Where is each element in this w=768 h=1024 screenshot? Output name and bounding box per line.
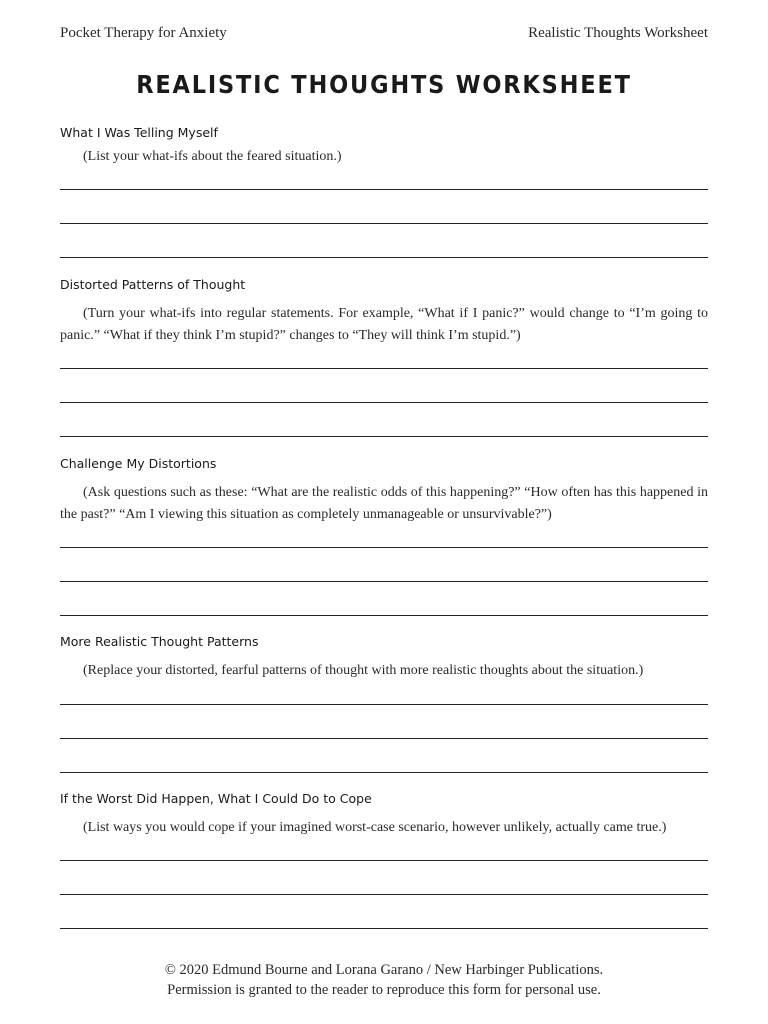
section-instruction: (List your what-ifs about the feared situation.): [83, 149, 342, 164]
writing-line[interactable]: [60, 436, 708, 437]
writing-line[interactable]: [60, 615, 708, 616]
writing-line[interactable]: [60, 223, 708, 224]
section-realistic-patterns: [60, 633, 708, 682]
writing-line[interactable]: [60, 704, 708, 705]
section-challenge-distortions: [60, 455, 708, 526]
writing-line[interactable]: [60, 581, 708, 582]
writing-line[interactable]: [60, 368, 708, 369]
writing-line[interactable]: [60, 402, 708, 403]
running-header: [60, 25, 708, 42]
section-telling-myself: [60, 124, 708, 168]
copyright-footer: [0, 960, 768, 1000]
writing-line[interactable]: [60, 547, 708, 548]
section-instruction: (Turn your what-ifs into regular statements. For example, “What if I panic?” would change to “I’m going to panic.” “What if they think I’m stupid?” changes to “They will think I’m stupid.”): [60, 306, 708, 343]
permission-line: Permission is granted to the reader to reproduce this form for personal use.: [167, 982, 601, 998]
writing-line[interactable]: [60, 257, 708, 258]
section-distorted-patterns: [60, 276, 708, 347]
section-heading: Challenge My Distortions: [60, 456, 217, 471]
copyright-line: © 2020 Edmund Bourne and Lorana Garano / New Harbinger Publications.: [164, 962, 604, 978]
section-heading: What I Was Telling Myself: [60, 125, 218, 140]
section-instruction: (List ways you would cope if your imagined worst-case scenario, however unlikely, actually came true.): [83, 820, 667, 835]
writing-line[interactable]: [60, 189, 708, 190]
writing-line[interactable]: [60, 894, 708, 895]
writing-line[interactable]: [60, 928, 708, 929]
writing-line[interactable]: [60, 772, 708, 773]
section-heading: If the Worst Did Happen, What I Could Do to Cope: [60, 791, 372, 806]
page-title: REALISTIC THOUGHTS WORKSHEET: [136, 70, 632, 99]
section-instruction: (Ask questions such as these: “What are the realistic odds of this happening?” “How often has this happened in the past?” “Am I viewing this situation as completely unmanageable or unsurvivable?”): [60, 485, 708, 522]
section-heading: More Realistic Thought Patterns: [60, 634, 259, 649]
section-heading: Distorted Patterns of Thought: [60, 277, 246, 292]
worksheet-name: Realistic Thoughts Worksheet: [528, 25, 708, 41]
section-worst-case-coping: [60, 790, 708, 839]
writing-line[interactable]: [60, 860, 708, 861]
section-instruction: (Replace your distorted, fearful patterns of thought with more realistic thoughts about the situation.): [83, 663, 644, 678]
book-title: Pocket Therapy for Anxiety: [60, 25, 227, 41]
writing-line[interactable]: [60, 738, 708, 739]
